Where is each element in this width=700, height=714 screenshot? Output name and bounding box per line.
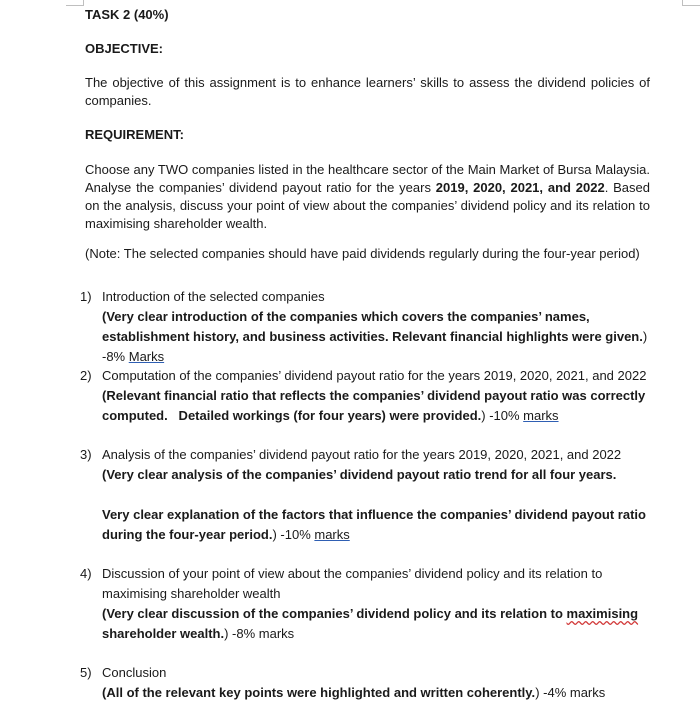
task-title: TASK 2 (40%)	[85, 7, 169, 22]
spellcheck-word[interactable]: maximising	[566, 606, 639, 621]
requirement-years: 2019, 2020, 2021, and 2022	[435, 180, 605, 195]
item-criteria-2: Very clear explanation of the factors that influence the companies’ dividend payout ratio during the four-year period.) -10% marks	[102, 507, 646, 542]
requirement-heading: REQUIREMENT:	[85, 127, 184, 142]
requirement-note: (Note: The selected companies should have paid dividends regularly during the four-year period)	[85, 246, 640, 261]
item-number: 1)	[80, 289, 92, 304]
marks-word: Marks	[128, 349, 165, 364]
marks-word: marks	[569, 685, 606, 700]
marks-word: marks	[258, 626, 295, 641]
marks-word: marks	[314, 527, 350, 542]
item-title: Conclusion	[102, 665, 167, 680]
list-item	[80, 287, 655, 367]
item-criteria: (Relevant financial ratio that reflects the companies’ dividend payout ratio was correctly computed. Detailed workings (for four years) were provided.) -10% marks	[102, 388, 649, 423]
item-title: Introduction of the selected companies	[102, 289, 325, 304]
crop-mark-right	[682, 0, 700, 6]
requirement-text-2: . Based on the analysis, discuss your point of view about the companies’ dividend policy and its relation to maximising shareholder wealth.	[85, 180, 650, 231]
requirement-paragraph	[85, 161, 650, 233]
list-item	[80, 564, 655, 644]
item-number: 3)	[80, 447, 92, 462]
objective-heading: OBJECTIVE:	[85, 41, 164, 56]
item-criteria: (Very clear discussion of the companies’ dividend policy and its relation to maximising shareholder wealth.) -8% marks	[102, 606, 639, 641]
objective-text: The objective of this assignment is to enhance learners’ skills to assess the dividend policies of companies.	[85, 75, 650, 108]
item-number: 5)	[80, 665, 92, 680]
crop-mark-left	[66, 0, 84, 6]
item-number: 2)	[80, 368, 92, 383]
item-title: Discussion of your point of view about the companies’ dividend policy and its relation to maximising shareholder wealth	[102, 566, 603, 601]
list-item	[80, 445, 655, 545]
item-criteria: (All of the relevant key points were highlighted and written coherently.) -4% marks	[102, 685, 606, 700]
item-criteria: (Very clear analysis of the companies’ dividend payout ratio trend for all four years.	[102, 467, 617, 482]
list-item	[80, 366, 655, 426]
item-title: Analysis of the companies’ dividend payout ratio for the years 2019, 2020, 2021, and 2022	[102, 447, 622, 462]
marks-word: marks	[523, 408, 559, 423]
item-title: Computation of the companies’ dividend payout ratio for the years 2019, 2020, 2021, and 2022	[102, 368, 647, 383]
item-criteria: (Very clear introduction of the companies which covers the companies’ names, establishment history, and business activities. Relevant financial highlights were given.) -8% Marks	[102, 309, 648, 364]
item-number: 4)	[80, 566, 92, 581]
requirement-text-1: Choose any TWO companies listed in the healthcare sector of the Main Market of Bursa Malaysia. Analyse the companies’ dividend payout ratio for the years	[85, 162, 650, 195]
list-item	[80, 663, 655, 703]
